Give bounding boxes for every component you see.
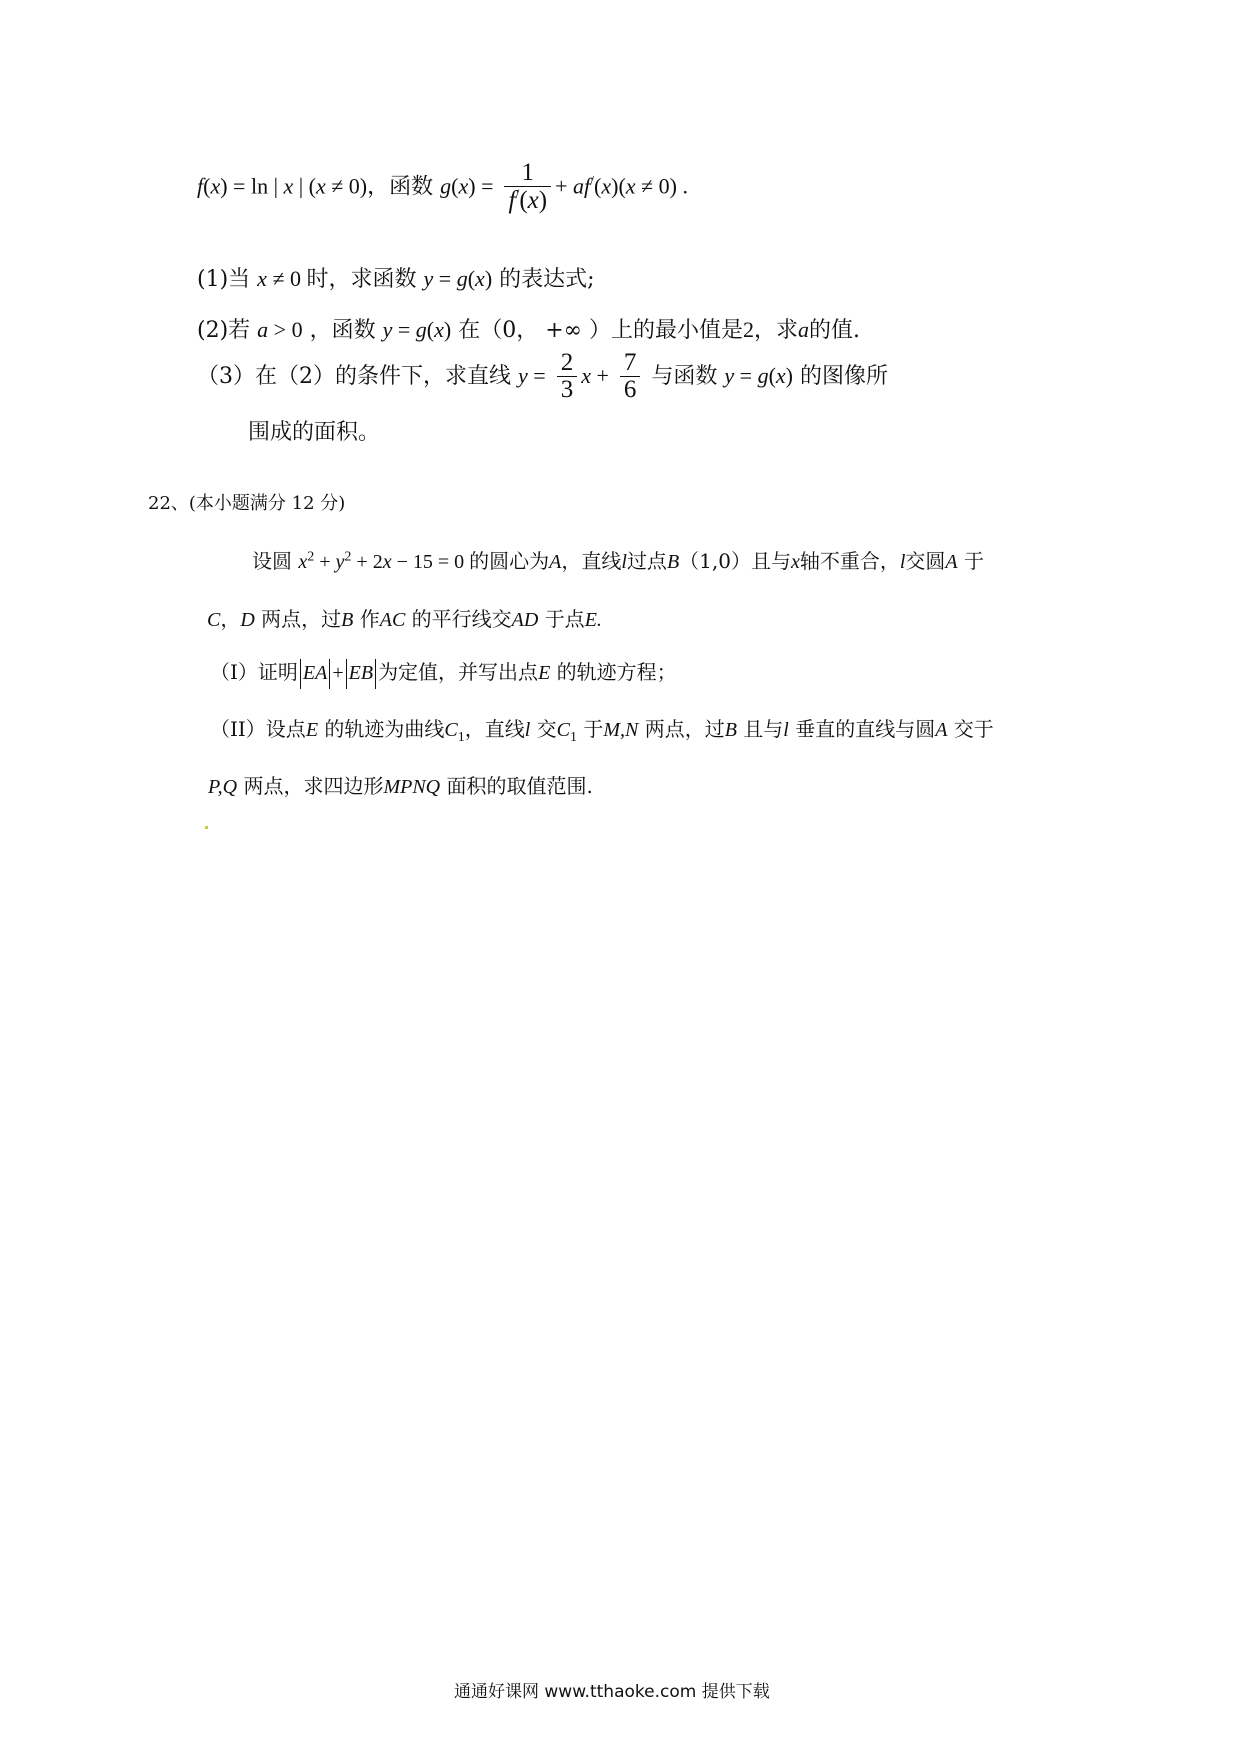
q21-part1-suffix: 的表达式; xyxy=(499,267,595,292)
q21-part1-mid: 时，求函数 xyxy=(306,267,417,292)
fraction-2-over-3: $\frac{2}{3}$ xyxy=(557,350,578,404)
q21-part1-prefix: (1)当 xyxy=(197,267,251,292)
f-definition: f xyxy=(197,173,204,199)
q22-part1: （I）证明 EA + EB 为定值，并写出点E 的轨迹方程； xyxy=(210,656,677,689)
q21-part3-line2: 围成的面积。 xyxy=(248,420,381,445)
q22-part2: （II）设点E 的轨迹为曲线$C_1$，直线l 交$C_1$ 于M,N 两点，过B 且与l 垂直的直线与圆A 交于 xyxy=(210,717,994,745)
q21-part2-mid: ，函数 xyxy=(309,318,376,343)
q22-header: 22、(本小题满分 12 分) xyxy=(148,493,346,514)
q21-part2: (2)若 a > 0 ，函数 y = g(x) 在（0， +∞ ）上的最小值是2，求a的值. xyxy=(197,317,860,343)
q21-part3: （3）在（2）的条件下，求直线 y = $\frac{2}{3}$ x + $\frac{7}{6}$ 与函数 y = g(x) 的图像所 xyxy=(197,349,889,404)
fraction-7-over-6: $\frac{7}{6}$ xyxy=(620,350,641,404)
q21-part2-two: 2 xyxy=(742,317,754,342)
fraction-1-over-fprime: $\frac{1}{f^/(x)}$ xyxy=(504,160,551,215)
q21-part3-suffix: 的图像所 xyxy=(800,363,889,389)
q21-part3-mid: 与函数 xyxy=(651,363,718,389)
q21-definition-line: f(x) = ln | x | (x ≠ 0)，函数 g(x) = $\frac{1}{f^/(x)}$ + af/(x)(x ≠ 0) . xyxy=(197,159,688,215)
page-footer: 通通好课网 www.tthaoke.com 提供下载 xyxy=(454,1682,770,1702)
q22-intro-line2: C，D 两点，过B 作AC 的平行线交AD 于点E. xyxy=(207,607,602,631)
q21-part2-tail: ，求 xyxy=(753,318,798,343)
stray-speck xyxy=(205,826,208,829)
q22-part2-line2: P,Q 两点，求四边形MPNQ 面积的取值范围. xyxy=(208,774,593,798)
q21-part3-prefix: （3）在（2）的条件下，求直线 xyxy=(197,363,511,389)
g-definition: g xyxy=(440,173,452,199)
q21-part2-end: 的值. xyxy=(808,318,860,343)
q21-part2-interval: 在（0， +∞ ）上的最小值是 xyxy=(458,318,743,343)
q21-part1: (1)当 x ≠ 0 时，求函数 y = g(x) 的表达式; xyxy=(197,266,595,292)
q21-line1-text: ，函数 xyxy=(367,174,434,200)
q22-intro-line1: 设圆 $x^2 + y^2 + 2x - 15 = 0$ 的圆心为A，直线l过点B（1,0）且与x轴不重合，l交圆A 于 xyxy=(252,549,984,573)
q21-part2-prefix: (2)若 xyxy=(197,318,251,343)
